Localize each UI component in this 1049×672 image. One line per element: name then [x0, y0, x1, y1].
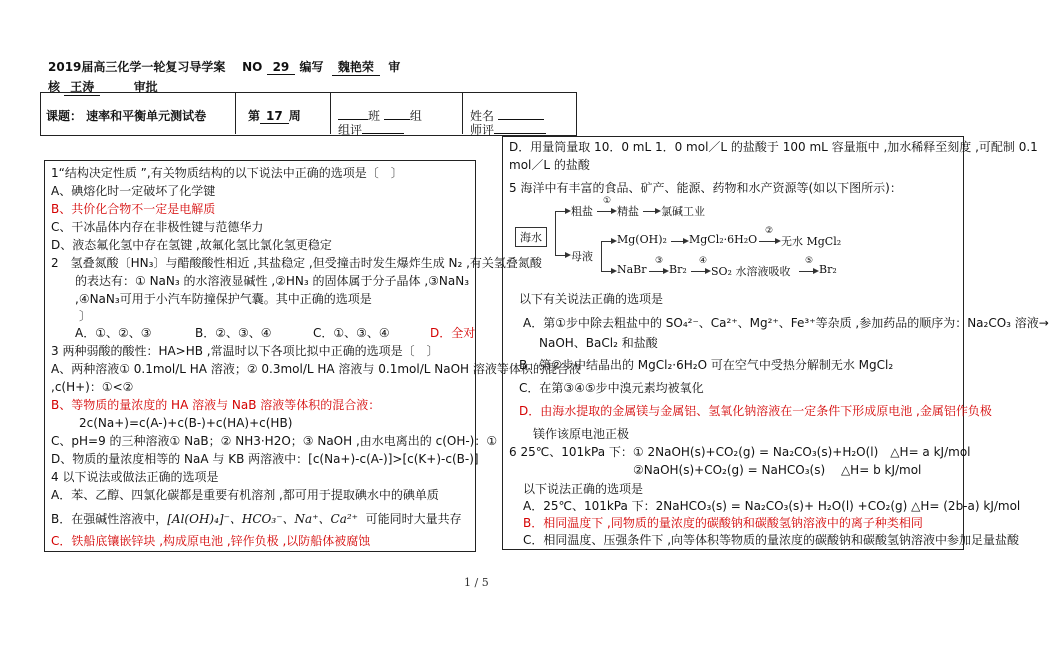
step-5-label: ⑤ — [805, 256, 814, 266]
step-2-label: ② — [765, 226, 774, 236]
q6-eq-2: ②NaOH(s)+CO₂(g) = NaHCO₃(s) △H= b kJ/mol — [633, 463, 922, 477]
arrow-to-mgoh2 — [601, 241, 615, 242]
br2-node: Br₂ — [669, 263, 687, 276]
doc-title: 2019届高三化学一轮复习导学案 — [48, 60, 226, 74]
q5-option-d: D．由海水提取的金属镁与金属铝、氢氧化钠溶液在一定条件下形成原电池 ,金属铝作负极 — [519, 404, 992, 418]
q5-stem: 5 海洋中有丰富的食品、矿产、能源、药物和水产资源等(如以下图所示)： — [509, 181, 902, 195]
arrow-to-mother — [555, 255, 569, 256]
q2-option-c: C．①、③、④ — [313, 326, 390, 340]
table-divider-2 — [330, 92, 331, 134]
arrow-step-3 — [649, 271, 667, 272]
branch-line — [555, 211, 556, 255]
q2-stem-2: 的表达有：① NaN₃ 的水溶液显碱性 ,②HN₃ 的固体属于分子晶体 ,③NaN₃ — [75, 274, 470, 288]
q5-option-b: B．第②步中结晶出的 MgCl₂·6H₂O 可在空气中受热分解制无水 MgCl₂ — [519, 358, 894, 372]
step-1-label: ① — [603, 196, 612, 206]
nabr-node: NaBr — [617, 263, 647, 276]
step-4-label: ④ — [699, 256, 708, 266]
q5-option-c: C．在第③④⑤步中溴元素均被氧化 — [519, 381, 704, 395]
q4-option-d-cont: mol／L 的盐酸 — [509, 158, 590, 172]
mgcl2-hydrate-node: MgCl₂·6H₂O — [689, 233, 758, 246]
q5-option-d-cont: 镁作该原电池正极 — [533, 427, 630, 441]
step-3-label: ③ — [655, 256, 664, 266]
no-value: 29 — [267, 60, 296, 75]
br2-end-node: Br₂ — [819, 263, 837, 276]
q2-option-b: B．②、③、④ — [195, 326, 272, 340]
q2-stem-1: 2 氢叠氮酸〔HN₃〕与醋酸酸性相近 ,其盐稳定 ,但受撞击时发生爆炸生成 N₂ ,有关氢叠氮酸 — [51, 256, 542, 270]
q3-option-d: D、物质的量浓度相等的 NaA 与 KB 两溶液中：[c(Na+)-c(A-)]>[c(K+)-c(B-)] — [51, 452, 479, 466]
topic-cell: 课题： 速率和平衡单元测试卷 — [46, 109, 207, 123]
q6-eq-1: 6 25℃、101kPa 下：① 2NaOH(s)+CO₂(g) = Na₂CO₃(s)+H₂O(l) △H= a kJ/mol — [509, 445, 971, 459]
q4-stem: 4 以下说法或做法正确的选项是 — [51, 470, 219, 484]
page-number: 1 / 5 — [464, 576, 489, 589]
arrow-step-4 — [691, 271, 709, 272]
q5-option-a: A．第①步中除去粗盐中的 SO₄²⁻、Ca²⁺、Mg²⁺、Fe³⁺等杂质 ,参加药品的顺序为：Na₂CO₃ 溶液→ — [523, 316, 1049, 330]
q4-option-b: B．在强碱性溶液中，[Al(OH)₄]⁻、HCO₃⁻、Na⁺、Ca²⁺ 可能同时大量共存 — [51, 512, 462, 526]
teacher-review-cell: 师评 — [470, 121, 546, 138]
q1-option-d: D、液态氟化氢中存在氢键 ,故氟化氢比氯化氢更稳定 — [51, 238, 332, 252]
class-cell: 班 组 — [338, 107, 422, 124]
header-line-1 — [48, 58, 400, 76]
q6-option-c: C．相同温度、压强条件下 ,向等体积等物质的量浓度的碳酸钠和碳酸氢钠溶液中参加足量盐酸 — [523, 533, 1020, 547]
arrow-to-chloralkali — [643, 211, 659, 212]
name-cell: 姓名 — [470, 107, 544, 124]
no-label: NO — [242, 60, 263, 74]
q4-option-a: A．苯、乙醇、四氯化碳都是重要有机溶剂 ,都可用于提取碘水中的碘单质 — [51, 488, 439, 502]
q3-option-a-cont: ,c(H+)：①<② — [51, 380, 134, 394]
anhydrous-mgcl2-node: 无水 MgCl₂ — [781, 235, 842, 248]
arrow-step-5 — [799, 271, 817, 272]
q2-option-d: D．全对 — [430, 326, 476, 340]
q6-option-a: A．25℃、101kPa 下：2NaHCO₃(s) = Na₂CO₃(s)+ H₂O(l) +CO₂(g) △H= (2b-a) kJ/mol — [523, 499, 1021, 513]
group-review-cell: 组评 — [338, 121, 404, 138]
chlor-alkali-node: 氯碱工业 — [661, 205, 705, 218]
q1-option-c: C、干冰晶体内存在非极性键与范德华力 — [51, 220, 264, 234]
mother-liquor-node: 母液 — [571, 250, 593, 263]
arrow-step-2 — [759, 241, 779, 242]
week-cell: 第 17 周 — [248, 109, 301, 123]
approve-label: 审批 — [133, 80, 158, 94]
mgoh2-node: Mg(OH)₂ — [617, 233, 667, 246]
reviewer-name: 王涛 — [64, 78, 100, 96]
arrow-step-1 — [597, 211, 615, 212]
q6-question: 以下说法正确的选项是 — [523, 482, 644, 496]
q1-option-b: B、共价化合物不一定是电解质 — [51, 202, 216, 216]
arrow-to-mgcl2 — [671, 241, 687, 242]
q2-stem-4: 〕 — [79, 309, 92, 323]
author-label: 编写 — [299, 60, 324, 74]
q3-option-b: B、等物质的量浓度的 HA 溶液与 NaB 溶液等体积的混合液： — [51, 398, 381, 412]
refined-salt-node: 精盐 — [617, 205, 639, 218]
mother-branch-line — [601, 241, 602, 271]
arrow-to-crude — [555, 211, 569, 212]
q1-option-a: A、碘熔化时一定破坏了化学键 — [51, 184, 216, 198]
q3-option-c: C、pH=9 的三种溶液① NaB；② NH3·H2O；③ NaOH ,由水电离出的 c(OH-)：① — [51, 434, 498, 448]
q3-option-a: A、两种溶液① 0.1mol/L HA 溶液；② 0.3mol/L HA 溶液与 0.1mol/L NaOH 溶液等体积的混合液 — [51, 362, 581, 376]
q6-option-b: B．相同温度下 ,同物质的量浓度的碳酸钠和碳酸氢钠溶液中的离子种类相同 — [523, 516, 923, 530]
arrow-to-nabr — [601, 271, 615, 272]
q5-option-a-cont: NaOH、BaCl₂ 和盐酸 — [539, 336, 658, 350]
so2-absorb-node: SO₂ 水溶液吸收 — [711, 265, 791, 278]
review-label: 审 — [388, 60, 401, 74]
q3-option-b-formula: 2c(Na+)=c(A-)+c(B-)+c(HA)+c(HB) — [79, 416, 293, 430]
q2-option-a: A．①、②、③ — [75, 326, 152, 340]
table-divider-3 — [462, 92, 463, 134]
table-divider-1 — [235, 92, 236, 134]
q3-stem: 3 两种弱酸的酸性：HA>HB ,常温时以下各项比拟中正确的选项是〔 〕 — [51, 344, 439, 358]
author-name: 魏艳荣 — [332, 58, 380, 76]
crude-salt-node: 粗盐 — [571, 205, 593, 218]
seawater-node: 海水 — [515, 227, 547, 247]
q4-option-d: D．用量筒量取 10．0 mL 1．0 mol／L 的盐酸于 100 mL 容量瓶中 ,加水稀释至刻度 ,可配制 0.1 — [509, 140, 1038, 154]
q4-option-c: C．铁船底镶嵌锌块 ,构成原电池 ,锌作负极 ,以防船体被腐蚀 — [51, 534, 371, 548]
week-value: 17 — [260, 109, 289, 124]
review-label-cont: 核 — [48, 80, 61, 94]
right-question-box — [502, 136, 1049, 550]
q4-ions: [Al(OH)₄]⁻、HCO₃⁻、Na⁺、Ca²⁺ — [167, 512, 359, 526]
q1-stem: 1“结构决定性质 ”,有关物质结构的以下说法中正确的选项是〔 〕 — [51, 166, 403, 180]
q5-question: 以下有关说法正确的选项是 — [519, 292, 664, 306]
q2-stem-3: ,④NaN₃可用于小汽车防撞保护气囊。其中正确的选项是 — [75, 292, 372, 306]
